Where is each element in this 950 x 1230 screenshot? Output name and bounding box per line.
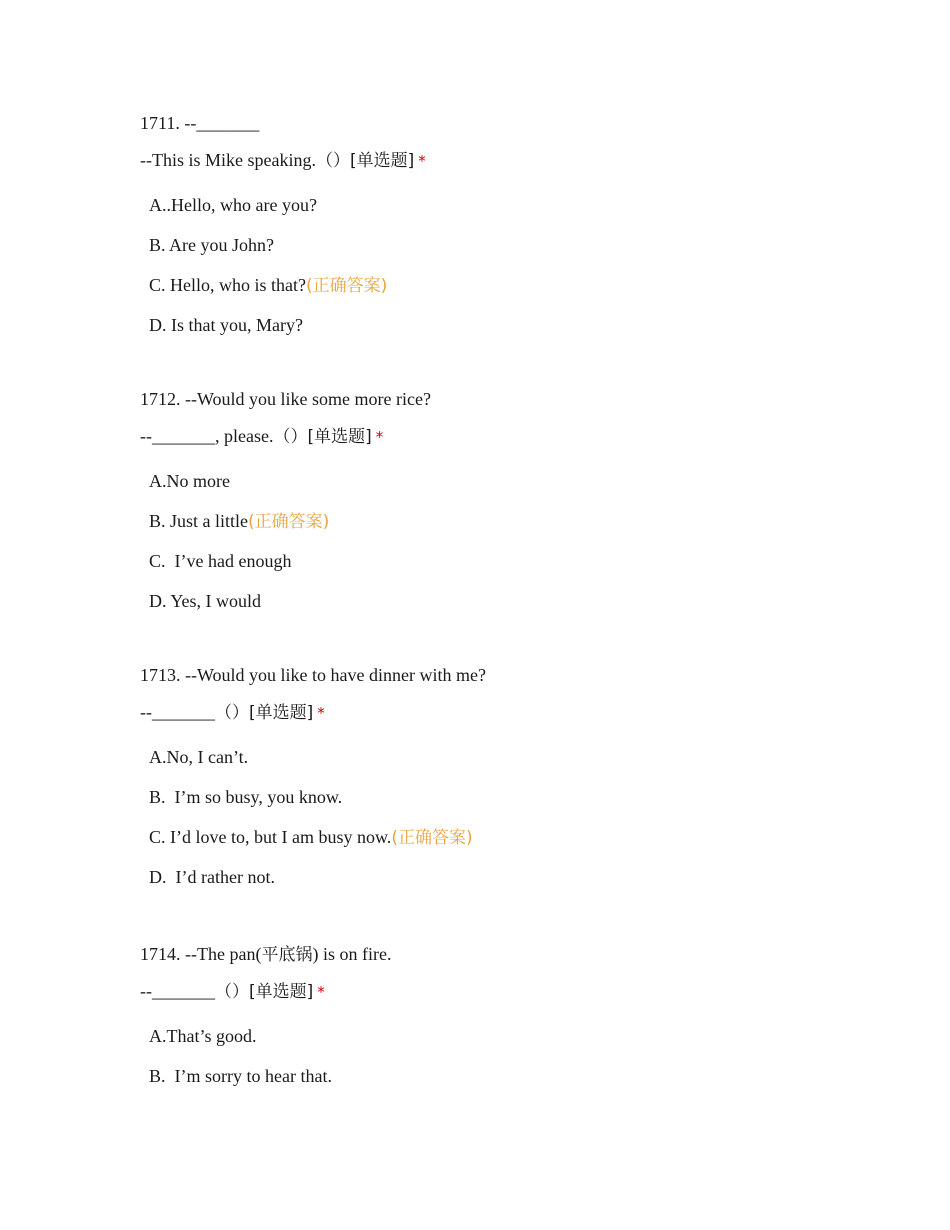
answer-bracket: （）	[273, 427, 308, 447]
question-text: --_______, please.	[140, 426, 274, 446]
option-c[interactable]: C. Hello, who is that?(正确答案)	[149, 275, 388, 296]
question-text: --_______	[179, 113, 260, 133]
option-b[interactable]: B. I’m sorry to hear that.	[149, 1066, 332, 1086]
question-stem-line1	[140, 664, 840, 686]
question-text: --Would you like some more rice?	[180, 389, 431, 409]
option-d[interactable]: D. I’d rather not.	[149, 867, 275, 887]
question-stem-line1	[140, 943, 840, 965]
question-stem-line2	[140, 149, 840, 171]
question-number: 1712.	[140, 389, 181, 409]
question-text: --Would you like to have dinner with me?	[180, 665, 486, 685]
question-type-label: [单选题]	[249, 982, 314, 1002]
correct-answer-label: (正确答案)	[305, 276, 388, 296]
answer-bracket: （）	[215, 703, 249, 723]
question-type-label: [单选题]	[307, 427, 372, 447]
question-number: 1714.	[140, 944, 181, 964]
question-1713	[140, 664, 840, 906]
answer-bracket: （）	[215, 982, 249, 1002]
option-b[interactable]: B. Just a little(正确答案)	[149, 511, 330, 532]
question-text: ) is on fire.	[312, 944, 392, 964]
option-list	[140, 470, 840, 612]
question-1711	[140, 112, 840, 354]
question-text-cjk: 平底锅	[261, 945, 313, 965]
question-stem-line2	[140, 980, 840, 1002]
required-mark: *	[375, 428, 384, 446]
question-stem-line1	[140, 388, 840, 410]
question-1712	[140, 388, 840, 630]
option-a[interactable]: A.No, I can’t.	[149, 747, 249, 767]
question-number: 1711.	[140, 113, 180, 133]
option-b[interactable]: B. I’m so busy, you know.	[149, 787, 343, 807]
option-a[interactable]: A.No more	[149, 471, 230, 491]
option-list	[140, 1025, 840, 1087]
option-d[interactable]: D. Is that you, Mary?	[149, 315, 303, 335]
question-type-label: [单选题]	[349, 151, 415, 171]
question-stem-line1	[140, 112, 840, 134]
option-c[interactable]: C. I’d love to, but I am busy now.(正确答案)	[149, 827, 473, 848]
option-b[interactable]: B. Are you John?	[149, 235, 274, 255]
question-text: --The pan(	[180, 944, 262, 964]
correct-answer-label: (正确答案)	[391, 828, 473, 848]
option-c[interactable]: C. I’ve had enough	[149, 551, 292, 571]
option-list	[140, 194, 840, 336]
question-type-label: [单选题]	[249, 703, 314, 723]
question-text: --_______	[140, 702, 215, 722]
option-a[interactable]: A..Hello, who are you?	[149, 195, 317, 215]
required-mark: *	[317, 983, 325, 1001]
correct-answer-label: (正确答案)	[248, 512, 330, 532]
question-number: 1713.	[140, 665, 181, 685]
question-stem-line2	[140, 701, 840, 723]
question-1714	[140, 943, 840, 1105]
option-list	[140, 746, 840, 888]
question-text: --_______	[140, 981, 215, 1001]
question-stem-line2	[140, 425, 840, 447]
required-mark: *	[317, 704, 325, 722]
answer-bracket: （）	[315, 151, 350, 171]
required-mark: *	[418, 152, 426, 170]
option-d[interactable]: D. Yes, I would	[149, 591, 262, 611]
option-a[interactable]: A.That’s good.	[149, 1026, 257, 1046]
question-text: --This is Mike speaking.	[140, 150, 316, 170]
